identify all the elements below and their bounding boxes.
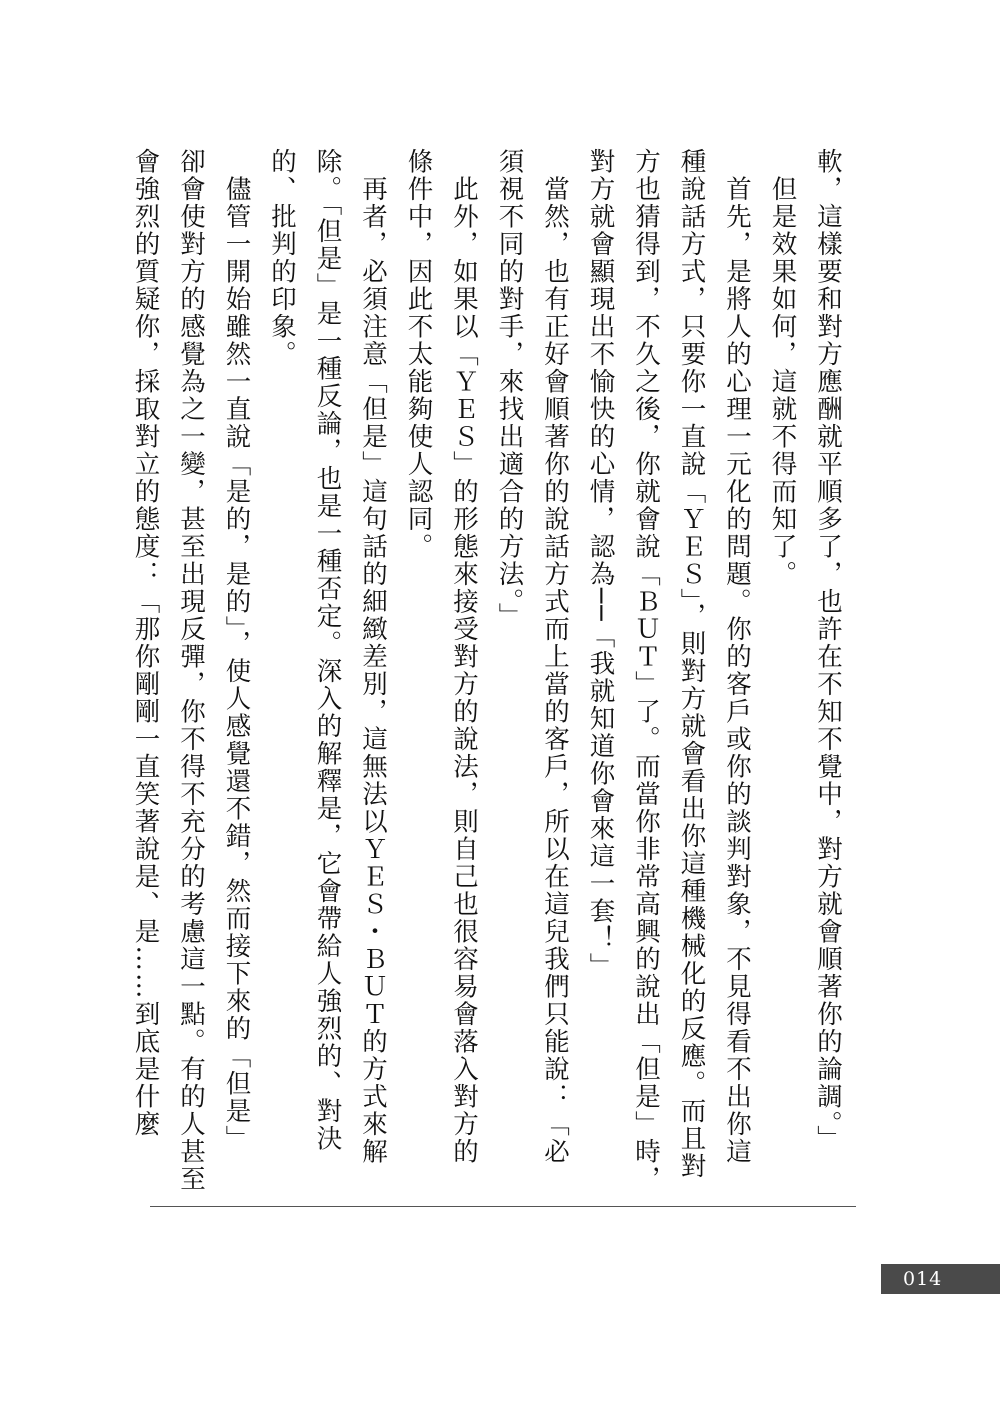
text-line: 此外，如果以「ＹＥＳ」的形態來接受對方的說法，則自己也很容易會落入對方的	[449, 148, 479, 1166]
body-text	[130, 148, 850, 1193]
page-number-tab	[881, 1264, 1000, 1294]
text-line: 但是效果如何，這就不得而知了。	[767, 148, 798, 588]
page-number: 014	[903, 1268, 943, 1290]
text-line: 方也猜得到，不久之後，你就會說「ＢＵＴ」了。而當你非常高興的說出「但是」時，	[631, 148, 661, 1193]
text-line: 當然，也有正好會順著你的說話方式而上當的客戶，所以在這兒我們只能說：「必	[540, 148, 570, 1166]
text-line: 須視不同的對手，來找出適合的方法。」	[494, 148, 525, 631]
text-line: 卻會使對方的感覺為之一變，甚至出現反彈，你不得不充分的考慮這一點。有的人甚至	[176, 148, 206, 1193]
text-line: 儘管一開始雖然一直說「是的，是的」，使人感覺還不錯，然而接下來的「但是」	[221, 148, 252, 1153]
footer-rule	[150, 1206, 856, 1207]
text-line: 首先，是將人的心理一元化的問題。你的客戶或你的談判對象，不見得看不出你這	[722, 148, 752, 1166]
text-line: 對方就會顯現出不愉快的心情，認為──「我就知道你會來這一套！」	[585, 148, 616, 981]
text-line: 條件中，因此不太能夠使人認同。	[403, 148, 434, 561]
text-line: 除。「但是」是一種反論，也是一種否定。深入的解釋是，它會帶給人強烈的、對決	[312, 148, 343, 1153]
text-line: 軟，這樣要和對方應酬就平順多了，也許在不知不覺中，對方就會順著你的論調。」	[813, 148, 843, 1153]
text-line: 會強烈的質疑你，採取對立的態度：「那你剛剛一直笑著說是、是……到底是什麼	[130, 148, 161, 1138]
text-line: 種說話方式，只要你一直說「ＹＥＳ」，則對方就會看出你這種機械化的反應。而且對	[676, 148, 707, 1181]
text-line: 再者，必須注意「但是」這句話的細緻差別，這無法以ＹＥＳ・ＢＵＴ的方式來解	[358, 148, 388, 1166]
text-line: 的、批判的印象。	[267, 148, 297, 368]
